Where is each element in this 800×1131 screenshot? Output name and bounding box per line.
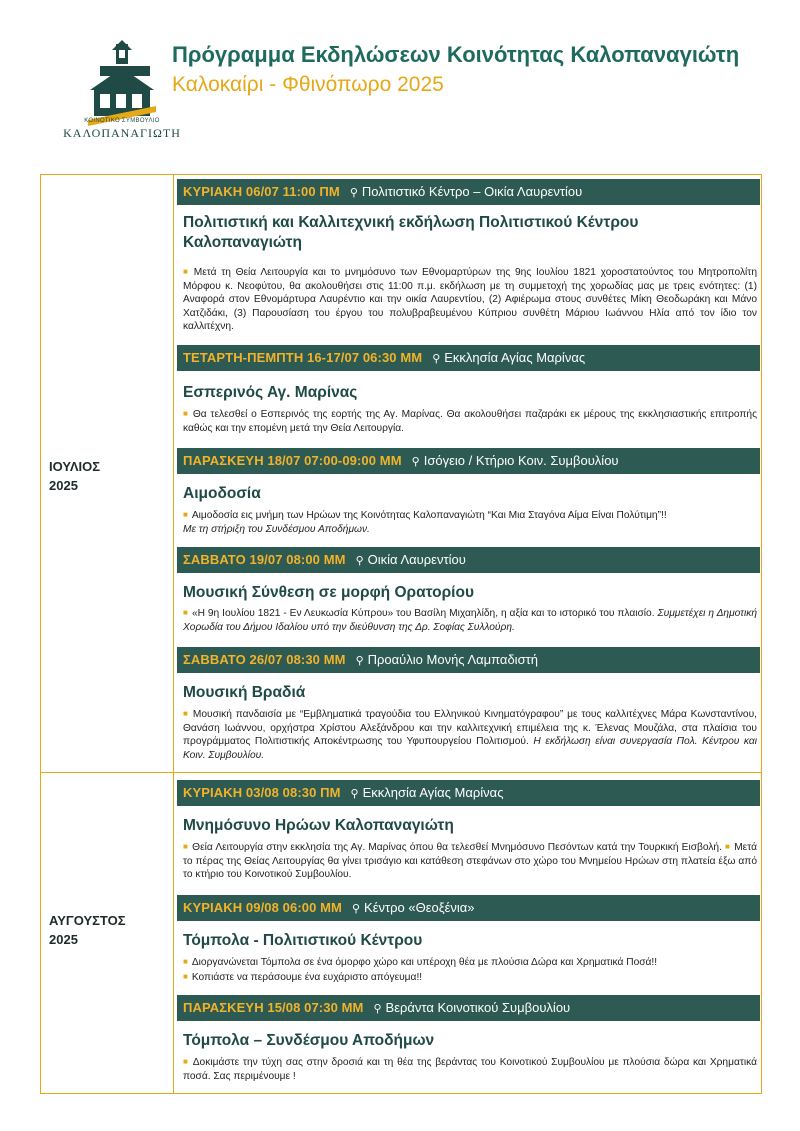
event-description: ■ Μουσική πανδαισία με “Εμβληματικά τραγούδια του Ελληνικού Κινηματόγραφου” με τους καλλιτέχνες Μάρα Κωνσταντίνου, Θανάση Ιωάννου, ορχήστρα Χρίστου Αλεξάνδρου και την καλλιτεχνική επιμέλεια της κ. Έλενας Μουζάλα, στα πλαίσια του προγράμματος Πολιτιστικής Αποκέντρωσης του Υφυπουργείου Πολιτισμού. Η εκδήλωση είναι συνεργασία Πολ. Κέντρου και Κοιν. Συμβουλίου. bbox=[183, 709, 757, 761]
event-location: Εκκλησία Αγίας Μαρίνας bbox=[362, 785, 504, 800]
location-pin-icon: ⚲ bbox=[355, 655, 364, 667]
bullet-icon: ■ bbox=[183, 842, 189, 851]
event-header bbox=[177, 448, 760, 474]
event-title: Εσπερινός Αγ. Μαρίνας bbox=[183, 384, 358, 401]
month-divider bbox=[41, 772, 761, 773]
event-header bbox=[177, 547, 760, 573]
event-datetime: ΚΥΡΙΑΚΗ 06/07 11:00 ΠΜ bbox=[183, 184, 340, 199]
logo-subtitle: ΚΟΙΝΟΤΙΚΟ ΣΥΜΒΟΥΛΙΟ bbox=[84, 118, 160, 124]
bullet-icon: ■ bbox=[183, 971, 188, 981]
event-header bbox=[177, 179, 760, 205]
event-title: Μουσική Βραδιά bbox=[183, 684, 306, 701]
program-table bbox=[40, 174, 762, 1094]
event-header bbox=[177, 647, 760, 673]
bullet-icon: ■ bbox=[183, 957, 188, 966]
event-datetime: ΣΑΒΒΑΤΟ 19/07 08:00 ΜΜ bbox=[183, 552, 346, 567]
event-title: Πολιτιστική και Καλλιτεχνική εκδήλωση Πολιτιστικού Κέντρου Καλοπαναγιώτη bbox=[183, 214, 639, 251]
event-note: Συμμετέχει η Δημοτική Χορωδία του Δήμου Ιδαλίου υπό την διεύθυνση της Δρ. Σοφίας Συλλούρη. bbox=[183, 608, 757, 633]
page-subtitle: Καλοκαίρι - Φθινόπωρο 2025 bbox=[172, 73, 444, 96]
month-year: 2025 bbox=[49, 932, 78, 947]
event-header bbox=[177, 780, 760, 806]
event-datetime: ΠΑΡΑΣΚΕΥΗ 15/08 07:30 ΜΜ bbox=[183, 1000, 364, 1015]
event-note: Η εκδήλωση είναι συνεργασία Πολ. Κέντρου και Κοιν. Συμβουλίου. bbox=[183, 736, 757, 761]
location-pin-icon: ⚲ bbox=[351, 903, 361, 915]
location-pin-icon: ⚲ bbox=[350, 788, 359, 800]
location-pin-icon: ⚲ bbox=[349, 187, 358, 199]
event-location: Οικία Λαυρεντίου bbox=[367, 552, 466, 567]
event-title: Τόμπολα - Πολιτιστικού Κέντρου bbox=[183, 932, 423, 949]
event-location: Πολιτιστικό Κέντρο – Οικία Λαυρεντίου bbox=[361, 184, 583, 199]
event-location: Βεράντα Κοινοτικού Συμβουλίου bbox=[385, 1000, 571, 1015]
bullet-icon: ■ bbox=[183, 267, 190, 276]
event-description: ■ «Η 9η Ιουλίου 1821 - Εν Λευκωσία Κύπρου» του Βασίλη Μιχαηλίδη, η αξία και το ιστορικό του πλαισίο. Συμμετέχει η Δημοτική Χορωδία του Δήμου Ιδαλίου υπό την διεύθυνση της Δρ. Σοφίας Συλλούρη. bbox=[183, 608, 757, 633]
event-datetime: ΚΥΡΙΑΚΗ 09/08 06:00 ΜΜ bbox=[183, 900, 342, 915]
month-label-july bbox=[49, 457, 159, 495]
location-pin-icon: ⚲ bbox=[355, 555, 364, 567]
event-title: Τόμπολα – Συνδέσμου Αποδήμων bbox=[183, 1032, 435, 1049]
location-pin-icon: ⚲ bbox=[432, 353, 441, 365]
event-title: Μουσική Σύνθεση σε μορφή Ορατορίου bbox=[183, 584, 474, 601]
event-description: ■ Αιμοδοσία εις μνήμη των Ηρώων της Κοινότητας Καλοπαναγιώτη “Και Μια Σταγόνα Αίμα Είναι Πολύτιμη”!! Με τη στήριξη του Συνδέσμου Αποδήμων. bbox=[183, 510, 667, 535]
month-year: 2025 bbox=[49, 478, 78, 493]
event-datetime: ΤΕΤΑΡΤΗ-ΠΕΜΠΤΗ 16-17/07 06:30 ΜΜ bbox=[183, 350, 423, 365]
event-location: Εκκλησία Αγίας Μαρίνας bbox=[444, 350, 586, 365]
location-pin-icon: ⚲ bbox=[411, 456, 420, 468]
event-datetime: ΠΑΡΑΣΚΕΥΗ 18/07 07:00-09:00 ΜΜ bbox=[183, 453, 402, 468]
event-location: Ισόγειο / Κτήριο Κοιν. Συμβουλίου bbox=[423, 453, 619, 468]
event-description: ■ Δοκιμάστε την τύχη σας στην δροσιά και τη θέα της βεράντας του Κοινοτικού Συμβουλίου με πλούσια δώρα και Χρηματικά ποσά. Σας περιμένουμε ! bbox=[183, 1057, 757, 1082]
event-title: Μνημόσυνο Ηρώων Καλοπαναγιώτη bbox=[183, 817, 454, 834]
event-location: Προαύλιο Μονής Λαμπαδιστή bbox=[367, 652, 538, 667]
event-description: ■ Μετά τη Θεία Λειτουργία και το μνημόσυνο των Εθνομαρτύρων της 9ης Ιουλίου 1821 χοροστατούντος του Μητροπολίτη Μόρφου κ. Νεοφύτου, θα ακολουθήσει στις 11:00 π.μ. εκδήλωση με τη συμμετοχή της χορωδίας μας με τρεις ενότητες: (1) Αναφορά στον Εθνομάρτυρα Λαυρέντιο και την οικία Λαυρεντίου, (2) Αφιέρωμα στους συνθέτες Μίκη Θεοδωράκη και Μάνο Χατζιδάκι, (3) Παρουσίαση του έργου του πολυβραβευμένου Κύπριου συνθέτη Μάριου Ιωάννου Ηλία από τον ίδιο τον καλλιτέχνη. bbox=[183, 267, 757, 333]
event-header bbox=[177, 995, 760, 1021]
event-header bbox=[177, 345, 760, 371]
location-pin-icon: ⚲ bbox=[373, 1003, 382, 1015]
event-title: Αιμοδοσία bbox=[183, 485, 261, 502]
event-description: ■ Θεία Λειτουργία στην εκκλησία της Αγ. Μαρίνας όπου θα τελεσθεί Μνημόσυνο Πεσόντων κατά την Τουρκική Εισβολή. ■ Μετά το πέρας της Θείας Λειτουργίας θα γίνει τρισάγιο και κατάθεση στεφάνων στο χώρο του Μνημείου Ηρώων στη πλατεία έξω από το κτήριο του Κοινοτικού Συμβουλίου. bbox=[183, 842, 757, 881]
bullet-icon: ■ bbox=[183, 409, 189, 418]
bullet-icon: ■ bbox=[725, 842, 731, 851]
bullet-icon: ■ bbox=[183, 510, 188, 519]
event-description: ■ Διοργανώνεται Τόμπολα σε ένα όμορφο χώρο και υπέροχη θέα με πλούσια Δώρα και Χρηματικά Ποσά!! ■ Κοπιάστε να περάσουμε ένα ευχάριστο απόγευμα!! bbox=[183, 957, 658, 983]
bullet-icon: ■ bbox=[183, 608, 188, 617]
event-description: ■ Θα τελεσθεί ο Εσπερινός της εορτής της Αγ. Μαρίνας. Θα ακολουθήσει παζαράκι εκ μέρους της εκκλησιαστικής επιτροπής καθώς και την επομένη μετά την Θεία Λειτουργία. bbox=[183, 409, 757, 434]
event-note: Με τη στήριξη του Συνδέσμου Αποδήμων. bbox=[183, 523, 370, 535]
bullet-icon: ■ bbox=[183, 709, 189, 718]
logo-name: ΚΑΛΟΠΑΝΑΓΙΩΤΗ bbox=[63, 126, 181, 140]
bullet-icon: ■ bbox=[183, 1057, 189, 1066]
month-label-august bbox=[49, 911, 159, 949]
page-title: Πρόγραμμα Εκδηλώσεων Κοινότητας Καλοπαναγιώτη bbox=[172, 42, 740, 67]
event-header bbox=[177, 895, 760, 921]
month-name: ΑΥΓΟΥΣΤΟΣ bbox=[49, 913, 126, 928]
event-datetime: ΚΥΡΙΑΚΗ 03/08 08:30 ΠΜ bbox=[183, 785, 341, 800]
event-location: Κέντρο «Θεοξένια» bbox=[364, 900, 475, 915]
month-name: ΙΟΥΛΙΟΣ bbox=[49, 459, 101, 474]
event-datetime: ΣΑΒΒΑΤΟ 26/07 08:30 ΜΜ bbox=[183, 652, 346, 667]
